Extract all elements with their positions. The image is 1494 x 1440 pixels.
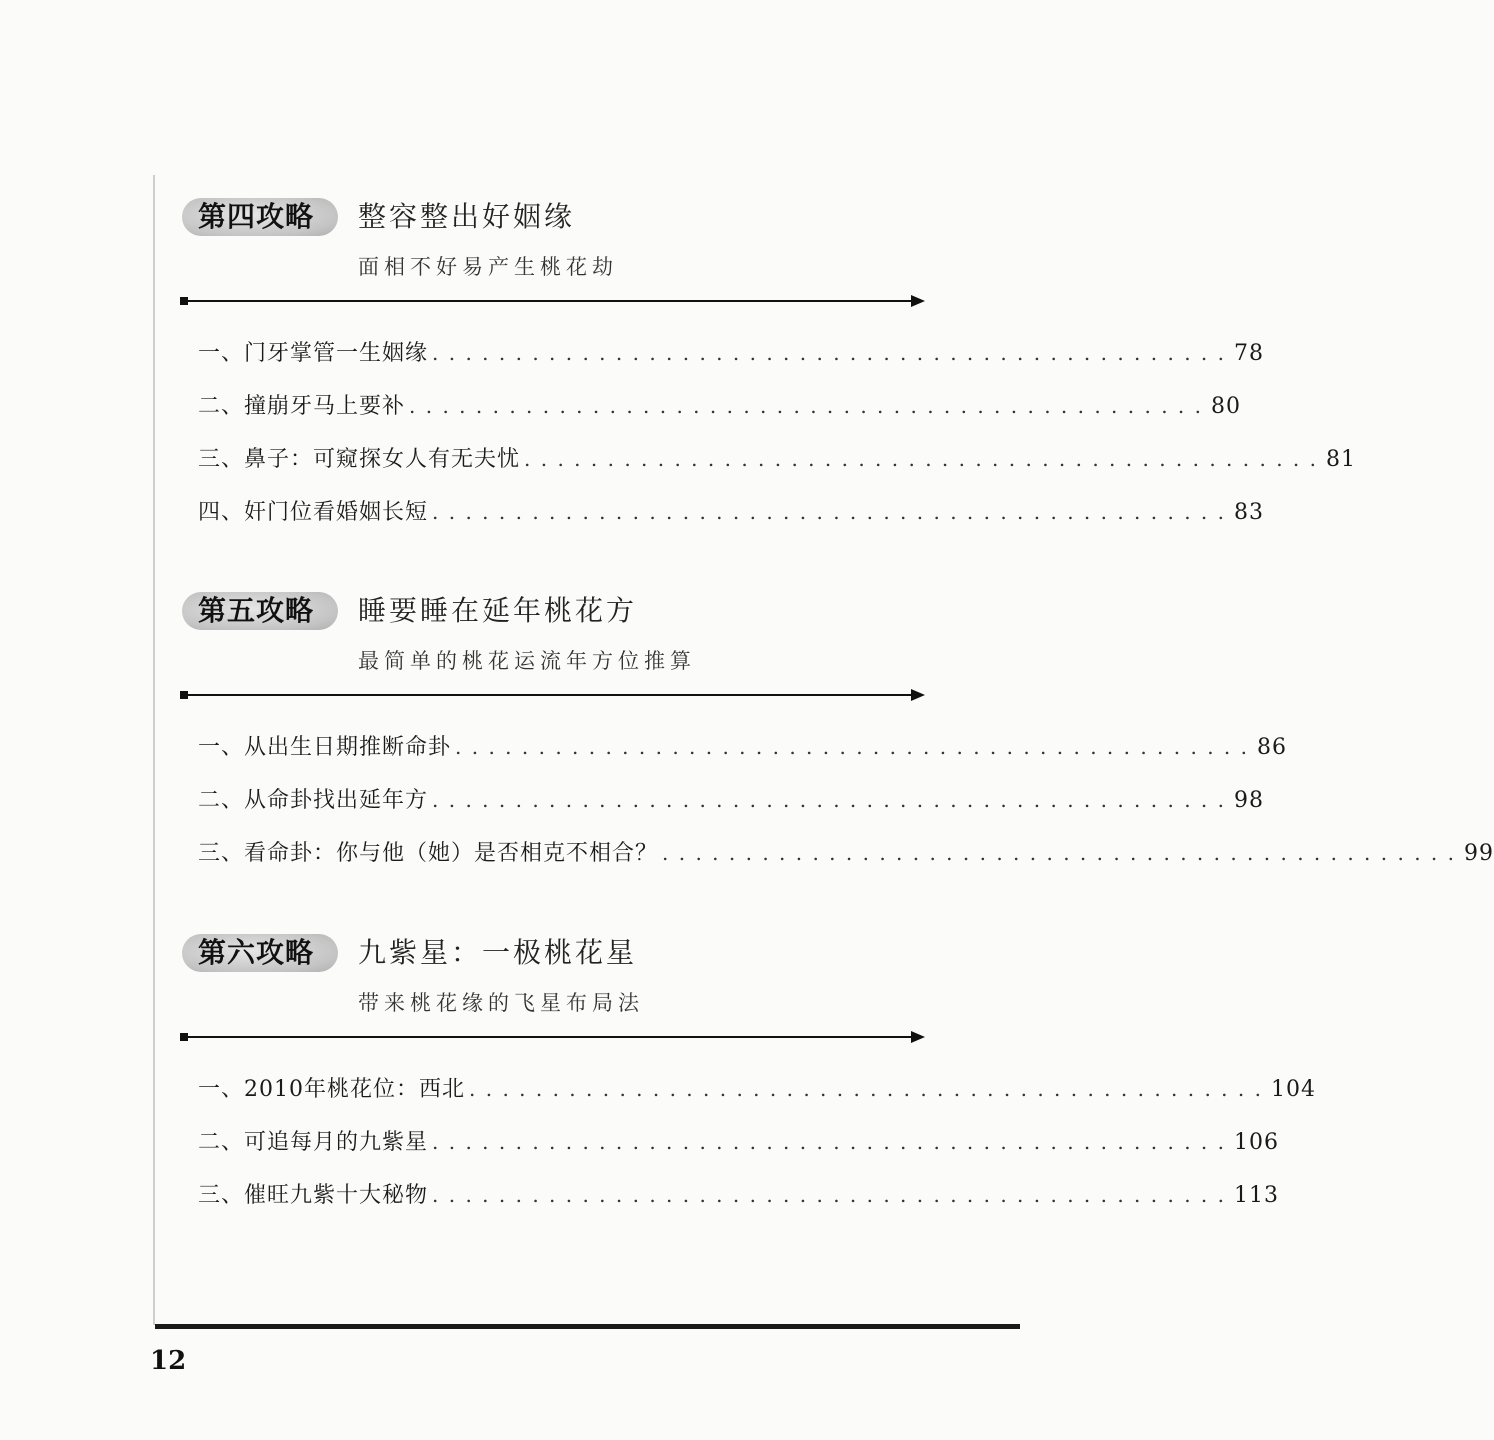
toc-entry[interactable]: [180, 1072, 1316, 1125]
entry-number: 二、: [198, 1130, 245, 1155]
toc-entry[interactable]: [180, 442, 1356, 495]
section-badge: 第四攻略: [182, 198, 338, 236]
toc-entries: [180, 730, 1494, 889]
toc-entry[interactable]: [180, 336, 1264, 389]
toc-entry[interactable]: [180, 1125, 1279, 1178]
entry-number: 四、: [198, 500, 245, 525]
arrow-divider: [180, 688, 925, 702]
entry-title: 从出生日期推断命卦: [244, 735, 452, 760]
entry-title: 撞崩牙马上要补: [244, 394, 406, 419]
dot-leader: . . . . . . . . . . . . . . . . . . . . . . . . . . . . . . . . . . . . . . . . . . . . . . . .: [432, 341, 1226, 365]
section-title: 整容整出好姻缘: [358, 200, 576, 233]
arrow-divider: [180, 294, 925, 308]
entry-number: 一、: [198, 1077, 245, 1102]
dot-leader: . . . . . . . . . . . . . . . . . . . . . . . . . . . . . . . . . . . . . . . . . . . . . . . .: [432, 788, 1226, 812]
arrow-right-icon: [911, 1031, 925, 1043]
dot-leader: . . . . . . . . . . . . . . . . . . . . . . . . . . . . . . . . . . . . . . . . . . . . . . . .: [524, 447, 1318, 471]
toc-entries: [180, 336, 1356, 548]
footer-rule: [155, 1324, 1020, 1329]
entry-title: 催旺九紫十大秘物: [244, 1183, 429, 1208]
entry-page: 80: [1211, 394, 1241, 419]
divider-line: [186, 300, 915, 302]
entry-number: 三、: [198, 1183, 245, 1208]
entry-number: 一、: [198, 341, 245, 366]
entry-page: 106: [1234, 1130, 1279, 1155]
entry-page: 83: [1234, 500, 1264, 525]
toc-entries: [180, 1072, 1316, 1231]
toc-entry[interactable]: [180, 730, 1287, 783]
entry-title: 看命卦：你与他（她）是否相克不相合？: [244, 841, 659, 866]
entry-page: 86: [1257, 735, 1287, 760]
section-header: [180, 198, 925, 248]
entry-number: 二、: [198, 788, 245, 813]
entry-page: 99: [1464, 841, 1494, 866]
entry-number: 三、: [198, 447, 245, 472]
arrow-divider: [180, 1030, 925, 1044]
toc-section-4: [180, 198, 1356, 548]
dot-leader: . . . . . . . . . . . . . . . . . . . . . . . . . . . . . . . . . . . . . . . . . . . . . . . .: [662, 841, 1456, 865]
entry-title: 门牙掌管一生姻缘: [244, 341, 429, 366]
section-header: [180, 934, 925, 984]
entry-title: 奸门位看婚姻长短: [244, 500, 429, 525]
arrow-right-icon: [911, 689, 925, 701]
toc-section-5: [180, 592, 1494, 889]
section-badge: 第五攻略: [182, 592, 338, 630]
dot-leader: . . . . . . . . . . . . . . . . . . . . . . . . . . . . . . . . . . . . . . . . . . . . . . . .: [432, 1183, 1226, 1207]
entry-number: 三、: [198, 841, 245, 866]
section-subtitle: 最简单的桃花运流年方位推算: [358, 649, 696, 673]
dot-leader: . . . . . . . . . . . . . . . . . . . . . . . . . . . . . . . . . . . . . . . . . . . . . . . .: [432, 1130, 1226, 1154]
divider-line: [186, 694, 915, 696]
divider-line: [186, 1036, 915, 1038]
toc-entry[interactable]: [180, 1178, 1279, 1231]
left-margin-line: [153, 175, 155, 1325]
toc-section-6: [180, 934, 1316, 1231]
page-number: 12: [150, 1346, 187, 1376]
arrow-right-icon: [911, 295, 925, 307]
toc-entry[interactable]: [180, 389, 1241, 442]
entry-page: 81: [1326, 447, 1356, 472]
section-badge: 第六攻略: [182, 934, 338, 972]
dot-leader: . . . . . . . . . . . . . . . . . . . . . . . . . . . . . . . . . . . . . . . . . . . . . . . .: [455, 735, 1249, 759]
entry-page: 104: [1270, 1077, 1316, 1102]
dot-leader: . . . . . . . . . . . . . . . . . . . . . . . . . . . . . . . . . . . . . . . . . . . . . . . .: [432, 500, 1226, 524]
toc-entry[interactable]: [180, 836, 1494, 889]
dot-leader: . . . . . . . . . . . . . . . . . . . . . . . . . . . . . . . . . . . . . . . . . . . . . . . .: [409, 394, 1203, 418]
toc-entry[interactable]: [180, 783, 1264, 836]
entry-page: 113: [1234, 1183, 1279, 1208]
entry-page: 98: [1234, 788, 1264, 813]
dot-leader: . . . . . . . . . . . . . . . . . . . . . . . . . . . . . . . . . . . . . . . . . . . . . . . .: [469, 1077, 1263, 1101]
entry-number: 二、: [198, 394, 245, 419]
section-subtitle: 带来桃花缘的飞星布局法: [358, 991, 644, 1015]
section-title: 九紫星：一极桃花星: [358, 936, 638, 969]
section-header: [180, 592, 925, 642]
section-subtitle: 面相不好易产生桃花劫: [358, 255, 618, 279]
entry-page: 78: [1234, 341, 1264, 366]
section-title: 睡要睡在延年桃花方: [358, 594, 638, 627]
entry-title: 从命卦找出延年方: [244, 788, 429, 813]
entry-number: 一、: [198, 735, 245, 760]
entry-title: 2010年桃花位：西北: [244, 1077, 466, 1102]
toc-entry[interactable]: [180, 495, 1264, 548]
entry-title: 可追每月的九紫星: [244, 1130, 429, 1155]
entry-title: 鼻子：可窥探女人有无夫忧: [244, 447, 521, 472]
